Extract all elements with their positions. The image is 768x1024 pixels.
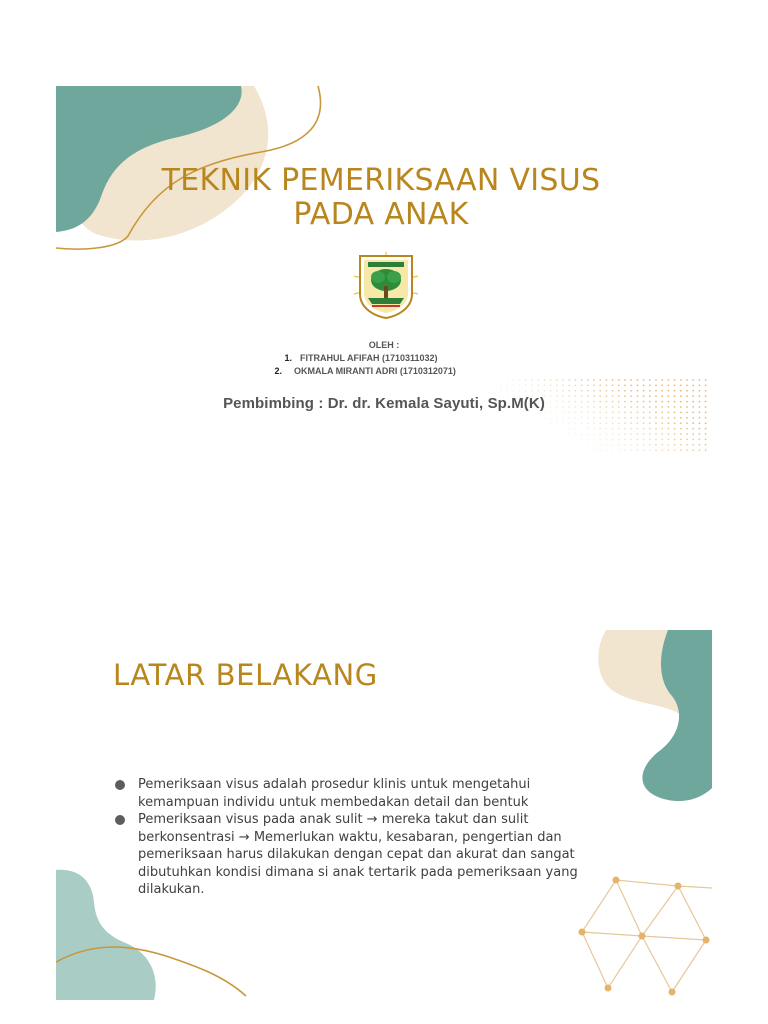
slide-title <box>116 164 646 232</box>
author-list <box>266 352 456 378</box>
oleh-label: OLEH : <box>368 340 400 350</box>
author-item <box>266 352 456 365</box>
title-line-2: PADA ANAK <box>293 197 469 232</box>
supervisor-text: Pembimbing : Dr. dr. Kemala Sayuti, Sp.M(K) <box>223 395 545 412</box>
author-name: OKMALA MIRANTI ADRI (1710312071) <box>294 366 456 376</box>
author-number: 2. <box>274 366 282 376</box>
bullet-item: Pemeriksaan visus adalah prosedur klinis untuk mengetahui kemampuan individu untuk membedakan detail dan bentuk <box>113 776 613 811</box>
author-item <box>266 365 456 378</box>
bullet-item: Pemeriksaan visus pada anak sulit → mereka takut dan sulit berkonsentrasi → Memerlukan waktu, kesabaran, pengertian dan pemeriksaan harus dilakukan dengan cepat dan akurat dan sangat dibutuhkan kondisi dimana si anak tertarik pada pemeriksaan yang dilakukan. <box>113 811 613 899</box>
title-line-1: TEKNIK PEMERIKSAAN VISUS <box>161 163 601 198</box>
bullet-list <box>113 776 613 899</box>
title-slide <box>56 86 712 456</box>
section-title: LATAR BELAKANG <box>113 658 378 692</box>
university-emblem-icon <box>350 250 422 320</box>
author-number: 1. <box>284 353 292 363</box>
background-slide <box>56 630 712 1000</box>
author-name: FITRAHUL AFIFAH (1710311032) <box>300 353 438 363</box>
